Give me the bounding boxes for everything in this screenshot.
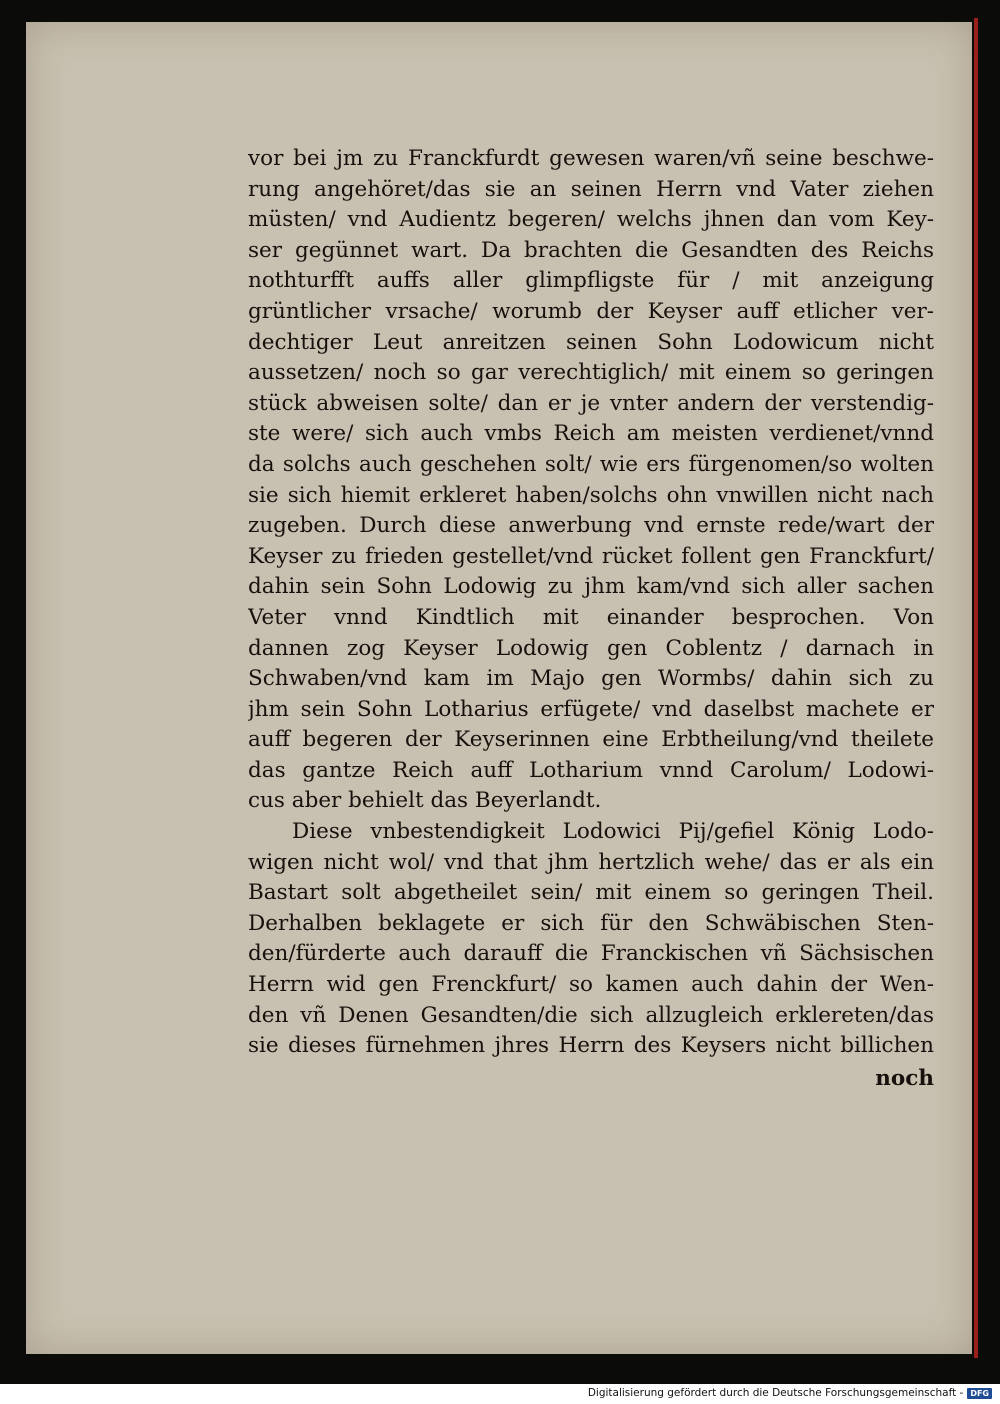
- text-line: Bastart solt abgetheilet sein/ mit einem so geringen Theil.: [248, 880, 934, 906]
- text-line: zugeben. Durch diese anwerbung vnd ernste rede/wart der: [248, 513, 934, 539]
- text-line: dahin sein Sohn Lodowig zu jhm kam/vnd sich aller sachen: [248, 574, 934, 600]
- text-line: Derhalben beklagete er sich für den Schwäbischen Sten-: [248, 910, 934, 936]
- text-line: ste were/ sich auch vmbs Reich am meisten verdienet/vnnd: [248, 421, 934, 447]
- text-line: cus aber behielt das Beyerlandt.: [248, 788, 602, 814]
- text-line: jhm sein Sohn Lotharius erfügete/ vnd daselbst machete er: [248, 696, 934, 722]
- text-line: ser gegünnet wart. Da brachten die Gesandten des Reichs: [248, 237, 934, 263]
- text-line: Herrn wid gen Frenckfurt/ so kamen auch dahin der Wen-: [248, 972, 934, 998]
- text-line: da solchs auch geschehen solt/ wie ers fürgenomen/so wolten: [248, 451, 934, 477]
- page-edge-strip: [974, 18, 978, 1358]
- text-line: Veter vnnd Kindtlich mit einander besprochen. Von: [248, 604, 934, 630]
- catchword: noch: [875, 1065, 934, 1091]
- text-line: den vñ Denen Gesandten/die sich allzugleich erklereten/das: [248, 1002, 934, 1028]
- text-line: rung angehöret/das sie an seinen Herrn vnd Vater ziehen: [248, 176, 934, 202]
- text-line: sie sich hiemit erkleret haben/solchs ohn vnwillen nicht nach: [248, 482, 934, 508]
- dfg-logo-icon: DFG: [967, 1388, 992, 1399]
- text-line: stück abweisen solte/ dan er je vnter andern der verstendig-: [248, 390, 934, 416]
- text-line: sie dieses fürnehmen jhres Herrn des Keysers nicht billichen: [248, 1033, 934, 1059]
- text-line: grüntlicher vrsache/ worumb der Keyser auff etlicher ver-: [248, 298, 934, 324]
- footer-credit: [588, 1387, 992, 1399]
- text-line: müsten/ vnd Audientz begeren/ welchs jhnen dan vom Key-: [248, 207, 934, 233]
- text-line: vor bei jm zu Franckfurdt gewesen waren/vñ seine beschwe-: [248, 146, 934, 171]
- text-line: aussetzen/ noch so gar verechtiglich/ mit einem so geringen: [248, 360, 934, 386]
- text-line: das gantze Reich auff Lotharium vnnd Carolum/ Lodowi-: [248, 757, 934, 783]
- text-line: wigen nicht wol/ vnd that jhm hertzlich wehe/ das er als ein: [248, 849, 934, 875]
- text-line: auff begeren der Keyserinnen eine Erbtheilung/vnd theilete: [248, 727, 934, 753]
- text-line: nothturfft auffs aller glimpfligste für / mit anzeigung: [248, 268, 934, 294]
- text-line: den/fürderte auch darauff die Franckischen vñ Sächsischen: [248, 941, 934, 967]
- text-line: Schwaben/vnd kam im Majo gen Wormbs/ dahin sich zu: [248, 666, 934, 692]
- page-body-text: [248, 144, 934, 1096]
- footer-bar: [0, 1384, 1000, 1404]
- text-line: Keyser zu frieden gestellet/vnd rücket follent gen Franckfurt/: [248, 543, 934, 569]
- text-line: dannen zog Keyser Lodowig gen Coblentz / darnach in: [248, 635, 934, 661]
- footer-credit-text: Digitalisierung gefördert durch die Deutsche Forschungsgemeinschaft -: [587, 1387, 964, 1399]
- text-line: dechtiger Leut anreitzen seinen Sohn Lodowicum nicht: [248, 329, 934, 355]
- text-line: Diese vnbestendigkeit Lodowici Pij/gefiel König Lodo-: [292, 819, 934, 845]
